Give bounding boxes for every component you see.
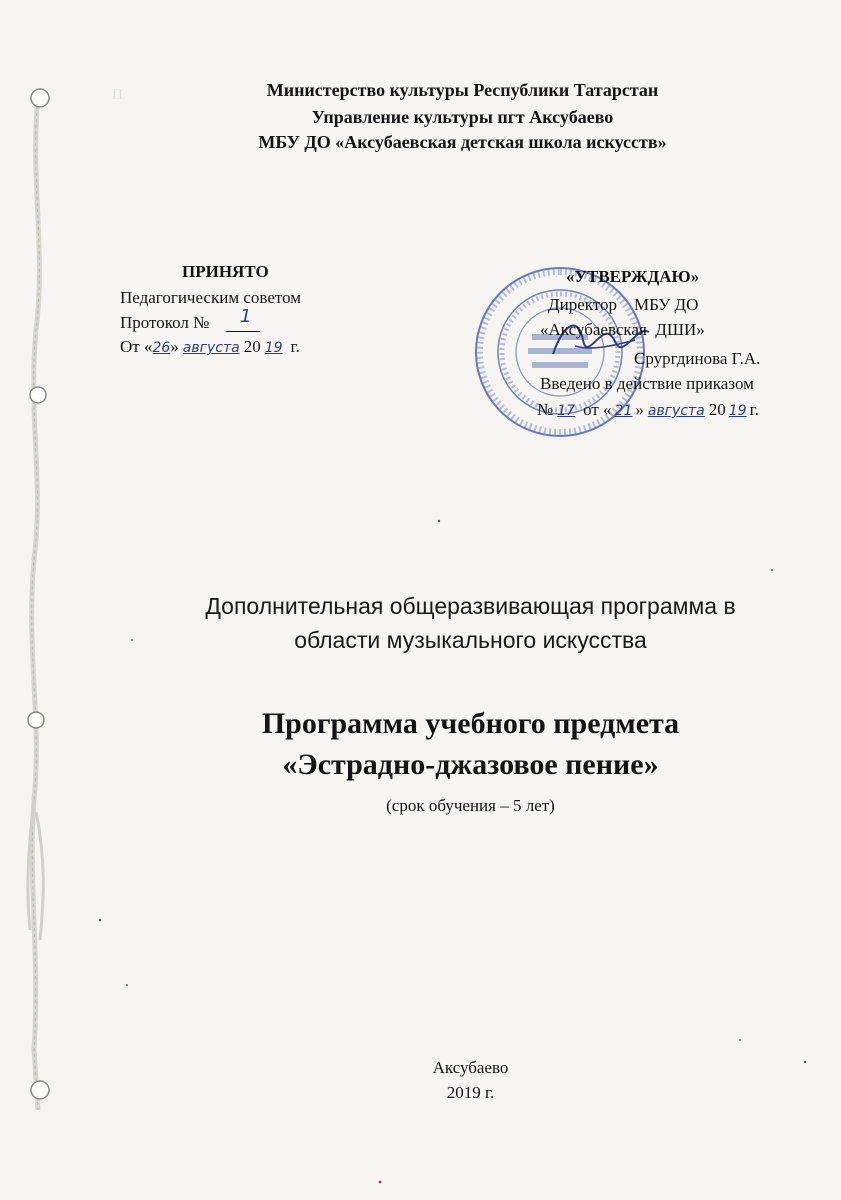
approved-director: Директор МБУ ДО	[548, 295, 699, 314]
approved-order: Введено в действие приказом	[540, 374, 754, 393]
accepted-date-day: 26	[152, 340, 171, 356]
protocol-number-line	[226, 331, 260, 332]
approved-date-suffix: г.	[749, 400, 759, 419]
subject-name: «Эстрадно-джазовое пение»	[282, 748, 659, 781]
accepted-date-suffix: г.	[290, 337, 300, 356]
show-through-text: П	[112, 87, 123, 103]
approved-order-number	[537, 400, 759, 420]
approved-number-label: №	[537, 400, 554, 419]
subject-title: Программа учебного предмета	[261, 707, 680, 740]
accepted-date-prefix: От «	[120, 337, 153, 356]
approved-from: от «	[583, 400, 612, 419]
approved-name: Срургдинова Г.А.	[634, 349, 761, 368]
approved-date-month: августа	[647, 403, 705, 419]
footer-place: Аксубаево	[432, 1058, 509, 1077]
approved-title: «УТВЕРЖДАЮ»	[566, 267, 700, 286]
subject-duration: (срок обучения – 5 лет)	[386, 796, 555, 815]
program-line-1: Дополнительная общеразвивающая программа в	[205, 593, 736, 619]
approved-date-year-prefix: 20	[708, 400, 726, 419]
header-department: Управление культуры пгт Аксубаево	[311, 107, 614, 127]
approved-school: «Аксубаевская ДШИ»	[540, 320, 705, 339]
approved-date-day: 21	[614, 403, 633, 419]
accepted-date-year-prefix: 20	[243, 337, 261, 356]
approved-date-year: 19	[728, 403, 747, 419]
accepted-protocol-label: Протокол №	[120, 313, 210, 332]
accepted-date	[120, 337, 300, 357]
accepted-date-year: 19	[264, 340, 283, 356]
program-line-2: области музыкального искусства	[294, 627, 647, 653]
header-school: МБУ ДО «Аксубаевская детская школа искусств»	[258, 132, 667, 152]
accepted-date-month: августа	[182, 340, 240, 356]
accepted-date-sep: »	[170, 337, 179, 356]
header-ministry: Министерство культуры Республики Татарстан	[266, 80, 659, 100]
accepted-by: Педагогическим советом	[120, 288, 301, 307]
approved-number-value: 17	[557, 403, 576, 419]
footer-year: 2019 г.	[446, 1083, 495, 1102]
approved-date-sep: »	[635, 400, 644, 419]
accepted-title: ПРИНЯТО	[182, 262, 269, 281]
protocol-number-mark: 1	[240, 306, 252, 327]
